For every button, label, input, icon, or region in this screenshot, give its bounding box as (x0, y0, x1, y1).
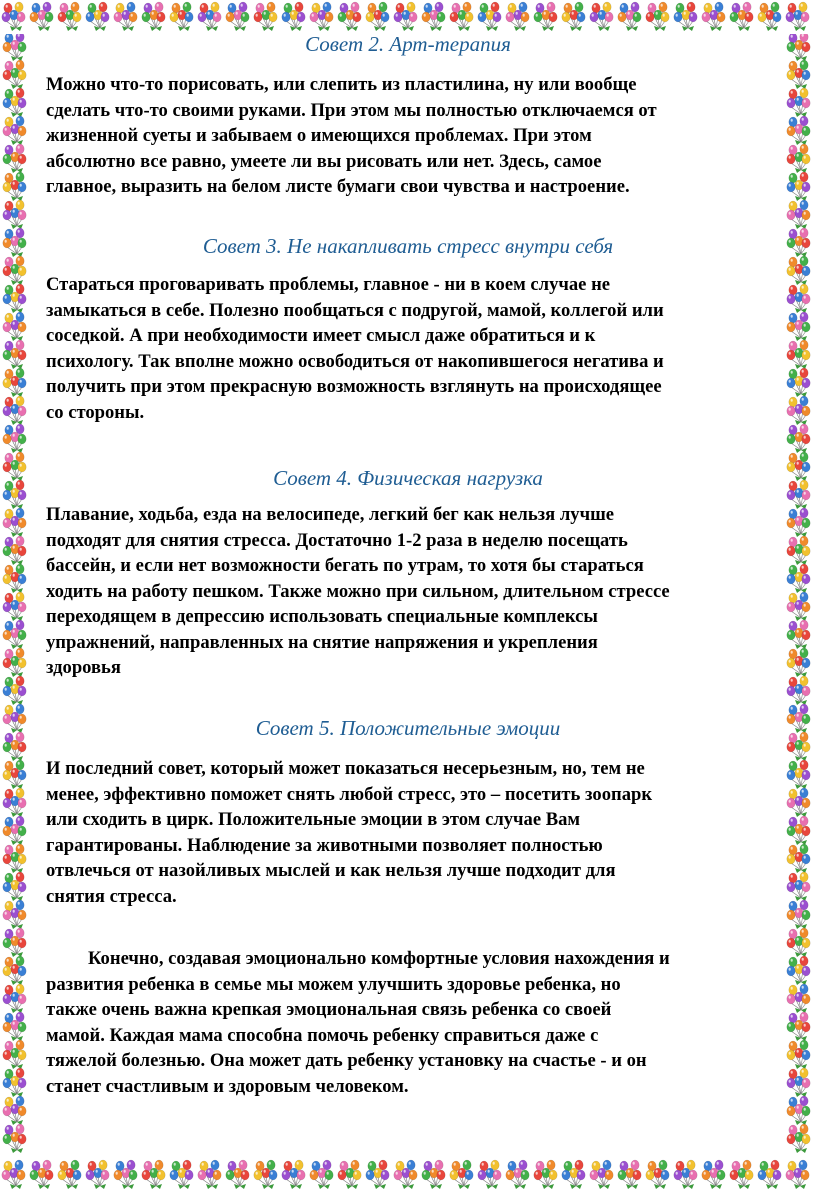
balloon-bunch-icon (3, 816, 26, 845)
tip-line: Стараться проговаривать проблемы, главное - ни в коем случае не (46, 274, 611, 295)
balloon-bunch-icon (338, 1160, 361, 1189)
balloon-bunch-icon (787, 284, 810, 313)
balloon-bunch-icon (787, 396, 810, 425)
balloon-bunch-icon (730, 2, 753, 31)
balloon-bunch-icon (758, 2, 781, 31)
tip-line: абсолютно все равно, умеете ли вы рисовать или нет. Здесь, самое (46, 150, 602, 172)
balloon-bunch-icon (3, 368, 26, 397)
balloon-bunch-icon (787, 172, 810, 201)
closing-line: тяжелой болезнью. Она может дать ребенку установку на счастье - и он (46, 1050, 647, 1071)
balloon-bunch-icon (787, 928, 810, 957)
closing-paragraph (46, 946, 770, 1099)
balloon-bunch-icon (3, 1068, 26, 1097)
balloon-bunch-icon (787, 144, 810, 173)
balloon-bunch-icon (3, 60, 26, 89)
tip-line: снятия стресса. (46, 885, 177, 907)
balloon-bunch-icon (0, 34, 34, 1156)
balloon-bunch-icon (3, 788, 26, 817)
balloon-bunch-icon (3, 872, 26, 901)
balloon-bunch-icon (3, 564, 26, 593)
tip-line: подходят для снятия стресса. Достаточно 1-2 раза в неделю посещать (46, 529, 628, 551)
balloon-border-right (782, 34, 816, 1156)
balloon-border-top (0, 0, 816, 34)
balloon-bunch-icon (170, 2, 193, 31)
balloon-bunch-icon (787, 732, 810, 761)
balloon-bunch-icon (534, 2, 557, 31)
balloon-bunch-icon (3, 536, 26, 565)
tip-line: гарантированы. Наблюдение за животными позволяет полностью (46, 834, 603, 856)
balloon-bunch-icon (787, 60, 810, 89)
closing-line: развития ребенка в семье мы можем улучшить здоровье ребенка, но (46, 973, 621, 995)
balloon-bunch-icon (787, 536, 810, 565)
tip-line: Плавание, ходьба, езда на велосипеде, легкий бег как нельзя лучше (46, 504, 615, 525)
balloon-bunch-icon (282, 2, 305, 31)
closing-line: станет счастливым и здоровым человеком. (46, 1075, 409, 1097)
balloon-bunch-icon (3, 592, 26, 621)
balloon-bunch-icon (3, 844, 26, 873)
balloon-bunch-icon (3, 424, 26, 453)
balloon-bunch-icon (3, 928, 26, 957)
balloon-bunch-icon (3, 1040, 26, 1069)
tip-line: менее, эффективно поможет снять любой стресс, это – посетить зоопарк (46, 783, 653, 805)
balloon-bunch-icon (787, 368, 810, 397)
balloon-bunch-icon (3, 396, 26, 425)
balloon-bunch-icon (226, 2, 249, 31)
balloon-bunch-icon (3, 200, 26, 229)
balloon-bunch-icon (787, 1040, 810, 1069)
balloon-bunch-icon (787, 1124, 810, 1153)
balloon-bunch-icon (58, 2, 81, 31)
balloon-bunch-icon (787, 340, 810, 369)
balloon-bunch-icon (787, 508, 810, 537)
tip-line: или сходить в цирк. Положительные эмоции в этом случае Вам (46, 809, 581, 830)
balloon-bunch-icon (787, 956, 810, 985)
balloon-bunch-icon (702, 1160, 725, 1189)
tip-line: здоровья (46, 657, 121, 678)
balloon-bunch-icon (674, 1160, 697, 1189)
balloon-bunch-icon (2, 1160, 25, 1189)
balloon-border-bottom (0, 1156, 816, 1190)
balloon-bunch-icon (3, 620, 26, 649)
tip-line: жизненной суеты и забываем о имеющихся проблемах. При этом (46, 125, 592, 146)
balloon-bunch-icon (310, 1160, 333, 1189)
tip-line: сделать что-то своими руками. При этом мы полностью отключаемся от (46, 99, 657, 121)
balloon-bunch-icon (3, 900, 26, 929)
balloon-bunch-icon (394, 1160, 417, 1189)
balloon-bunch-icon (787, 900, 810, 929)
balloon-bunch-icon (787, 480, 810, 509)
balloon-bunch-icon (3, 284, 26, 313)
balloon-bunch-icon (730, 1160, 753, 1189)
balloon-bunch-icon (787, 844, 810, 873)
balloon-bunch-icon (3, 508, 26, 537)
tip-heading: Совет 3. Не накапливать стресс внутри себя (202, 234, 614, 258)
balloon-bunch-icon (787, 1068, 810, 1097)
tip-line: отвлечься от назойливых мыслей и как нельзя лучше подходит для (46, 860, 616, 881)
balloon-bunch-icon (3, 956, 26, 985)
balloon-bunch-icon (590, 1160, 613, 1189)
balloon-bunch-icon (3, 676, 26, 705)
balloon-bunch-icon (787, 34, 810, 61)
tip-heading: Совет 4. Физическая нагрузка (273, 466, 543, 490)
balloon-bunch-icon (86, 2, 109, 31)
balloon-bunch-icon (0, 1156, 816, 1190)
tip-section (46, 714, 770, 909)
balloon-bunch-icon (562, 2, 585, 31)
balloon-bunch-icon (2, 2, 25, 31)
balloon-bunch-icon (3, 704, 26, 733)
balloon-bunch-icon (646, 2, 669, 31)
closing-line: Конечно, создавая эмоционально комфортные условия нахождения и (88, 948, 670, 969)
balloon-bunch-icon (782, 34, 816, 1156)
balloon-bunch-icon (787, 200, 810, 229)
balloon-bunch-icon (787, 620, 810, 649)
balloon-bunch-icon (787, 1012, 810, 1041)
balloon-bunch-icon (787, 424, 810, 453)
tip-line: получить при этом прекрасную возможность взглянуть на происходящее (46, 376, 662, 397)
balloon-bunch-icon (254, 1160, 277, 1189)
tip-line: И последний совет, который может показаться несерьезным, но, тем не (46, 758, 645, 779)
balloon-bunch-icon (787, 1096, 810, 1125)
balloon-bunch-icon (787, 592, 810, 621)
tip-section (46, 30, 770, 200)
tip-line: психологу. Так вполне можно освободиться от накопившегося негатива и (46, 350, 664, 372)
balloon-bunch-icon (3, 256, 26, 285)
balloon-bunch-icon (787, 760, 810, 789)
balloon-bunch-icon (3, 34, 26, 61)
balloon-bunch-icon (142, 2, 165, 31)
balloon-bunch-icon (787, 676, 810, 705)
balloon-border-left (0, 34, 34, 1156)
balloon-bunch-icon (618, 2, 641, 31)
balloon-bunch-icon (786, 1160, 809, 1189)
balloon-bunch-icon (787, 564, 810, 593)
balloon-bunch-icon (394, 2, 417, 31)
balloon-bunch-icon (450, 2, 473, 31)
balloon-bunch-icon (534, 1160, 557, 1189)
balloon-bunch-icon (226, 1160, 249, 1189)
balloon-bunch-icon (787, 648, 810, 677)
balloon-bunch-icon (198, 1160, 221, 1189)
balloon-bunch-icon (3, 88, 26, 117)
closing-line: также очень важна крепкая эмоциональная связь ребенка со своей (46, 999, 612, 1020)
balloon-bunch-icon (3, 312, 26, 341)
balloon-bunch-icon (3, 1096, 26, 1125)
balloon-bunch-icon (618, 1160, 641, 1189)
balloon-bunch-icon (3, 144, 26, 173)
balloon-bunch-icon (0, 0, 816, 34)
balloon-bunch-icon (3, 648, 26, 677)
balloon-bunch-icon (758, 1160, 781, 1189)
balloon-bunch-icon (338, 2, 361, 31)
balloon-bunch-icon (422, 1160, 445, 1189)
balloon-bunch-icon (478, 1160, 501, 1189)
balloon-bunch-icon (787, 816, 810, 845)
balloon-bunch-icon (86, 1160, 109, 1189)
balloon-bunch-icon (3, 480, 26, 509)
tip-section (46, 232, 770, 425)
balloon-bunch-icon (590, 2, 613, 31)
tip-line: со стороны. (46, 401, 145, 423)
tip-heading: Совет 5. Положительные эмоции (255, 716, 561, 740)
tip-section (46, 464, 770, 681)
balloon-bunch-icon (646, 1160, 669, 1189)
balloon-bunch-icon (506, 2, 529, 31)
balloon-bunch-icon (170, 1160, 193, 1189)
balloon-bunch-icon (282, 1160, 305, 1189)
tip-line: бассейн, и если нет возможности бегать по утрам, то хотя бы стараться (46, 555, 644, 576)
balloon-bunch-icon (3, 984, 26, 1013)
balloon-bunch-icon (3, 340, 26, 369)
balloon-bunch-icon (254, 2, 277, 31)
balloon-bunch-icon (787, 312, 810, 341)
balloon-bunch-icon (787, 872, 810, 901)
balloon-bunch-icon (58, 1160, 81, 1189)
balloon-bunch-icon (3, 228, 26, 257)
balloon-bunch-icon (787, 788, 810, 817)
balloon-bunch-icon (198, 2, 221, 31)
balloon-bunch-icon (3, 732, 26, 761)
tip-line: переходящем в депрессию использовать специальные комплексы (46, 606, 598, 627)
tip-line: соседкой. А при необходимости имеет смысл даже обратиться и к (46, 325, 596, 346)
tip-line: главное, выразить на белом листе бумаги свои чувства и настроение. (46, 176, 630, 197)
balloon-bunch-icon (3, 172, 26, 201)
balloon-bunch-icon (142, 1160, 165, 1189)
balloon-bunch-icon (366, 1160, 389, 1189)
tip-heading: Совет 2. Арт-терапия (305, 32, 511, 56)
balloon-bunch-icon (422, 2, 445, 31)
balloon-bunch-icon (310, 2, 333, 31)
balloon-bunch-icon (787, 88, 810, 117)
balloon-bunch-icon (786, 2, 809, 31)
balloon-bunch-icon (787, 228, 810, 257)
balloon-bunch-icon (3, 1124, 26, 1153)
balloon-bunch-icon (506, 1160, 529, 1189)
balloon-bunch-icon (674, 2, 697, 31)
balloon-bunch-icon (702, 2, 725, 31)
balloon-bunch-icon (366, 2, 389, 31)
balloon-bunch-icon (787, 984, 810, 1013)
balloon-bunch-icon (3, 1012, 26, 1041)
tip-line: Можно что-то порисовать, или слепить из пластилина, ну или вообще (46, 74, 637, 95)
balloon-bunch-icon (114, 2, 137, 31)
balloon-bunch-icon (30, 1160, 53, 1189)
tip-line: упражнений, направленных на снятие напряжения и укрепления (46, 631, 598, 653)
closing-line: мамой. Каждая мама способна помочь ребенку справиться даже с (46, 1024, 599, 1046)
balloon-bunch-icon (3, 116, 26, 145)
tip-line: ходить на работу пешком. Также можно при сильном, длительном стрессе (46, 580, 670, 602)
tip-line: замыкаться в себе. Полезно пообщаться с подругой, мамой, коллегой или (46, 299, 664, 321)
balloon-bunch-icon (562, 1160, 585, 1189)
balloon-bunch-icon (787, 116, 810, 145)
balloon-bunch-icon (30, 2, 53, 31)
balloon-bunch-icon (787, 704, 810, 733)
balloon-bunch-icon (3, 760, 26, 789)
balloon-bunch-icon (787, 452, 810, 481)
balloon-bunch-icon (478, 2, 501, 31)
balloon-bunch-icon (114, 1160, 137, 1189)
balloon-bunch-icon (3, 452, 26, 481)
balloon-bunch-icon (787, 256, 810, 285)
balloon-bunch-icon (450, 1160, 473, 1189)
